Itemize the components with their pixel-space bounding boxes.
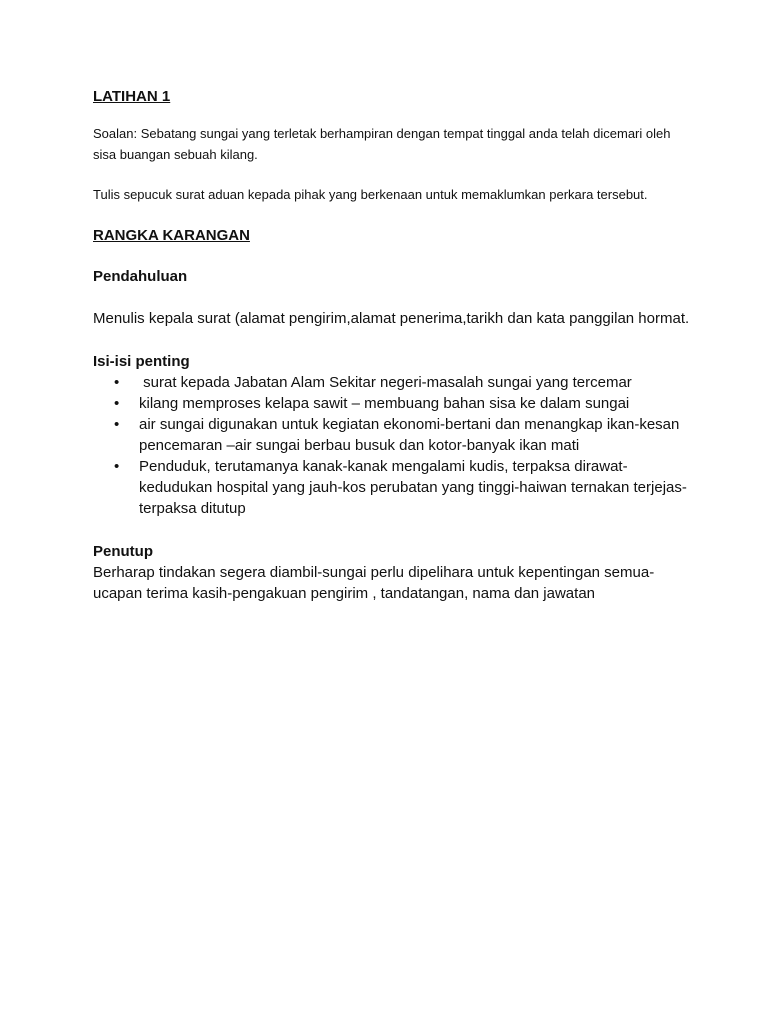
- exercise-title: LATIHAN 1: [93, 88, 171, 105]
- intro-text: Menulis kepala surat (alamat pengirim,alamat penerima,tarikh dan kata panggilan hormat.: [93, 310, 690, 327]
- closing-text: Berharap tindakan segera diambil-sungai perlu dipelihara untuk kepentingan semua-ucapan terima kasih-pengakuan pengirim , tandatangan, nama dan jawatan: [93, 564, 655, 602]
- spacer: [93, 329, 693, 351]
- bullet-icon: •: [114, 458, 120, 475]
- spacer: [93, 287, 693, 308]
- outline-heading: RANGKA KARANGAN: [93, 227, 250, 244]
- list-item: [93, 456, 693, 519]
- list-item: [93, 414, 693, 456]
- document-page: [93, 88, 693, 604]
- bullet-icon: •: [114, 374, 120, 391]
- closing-heading: Penutup: [93, 543, 153, 560]
- spacer: [93, 519, 693, 541]
- bullet-icon: •: [114, 416, 120, 433]
- bullet-icon: •: [114, 395, 120, 412]
- list-item: [93, 372, 693, 393]
- question-text: Soalan: Sebatang sungai yang terletak berhampiran dengan tempat tinggal anda telah dicemari oleh sisa buangan sebuah kilang.: [93, 126, 671, 162]
- list-item: [93, 393, 693, 414]
- intro-heading: Pendahuluan: [93, 268, 188, 285]
- instruction-text: Tulis sepucuk surat aduan kepada pihak yang berkenaan untuk memaklumkan perkara tersebut.: [93, 187, 648, 202]
- points-heading: Isi-isi penting: [93, 353, 190, 370]
- list-item-text: Penduduk, terutamanya kanak-kanak mengalami kudis, terpaksa dirawat-kedudukan hospital yang jauh-kos perubatan yang tinggi-haiwan ternakan terjejas-terpaksa ditutup: [139, 458, 687, 517]
- list-item-text: surat kepada Jabatan Alam Sekitar negeri-masalah sungai yang tercemar: [139, 374, 632, 391]
- list-item-text: kilang memproses kelapa sawit – membuang bahan sisa ke dalam sungai: [139, 395, 630, 412]
- list-item-text: air sungai digunakan untuk kegiatan ekonomi-bertani dan menangkap ikan-kesan pencemaran –air sungai berbau busuk dan kotor-banyak ikan mati: [139, 416, 680, 454]
- points-list: [93, 372, 693, 519]
